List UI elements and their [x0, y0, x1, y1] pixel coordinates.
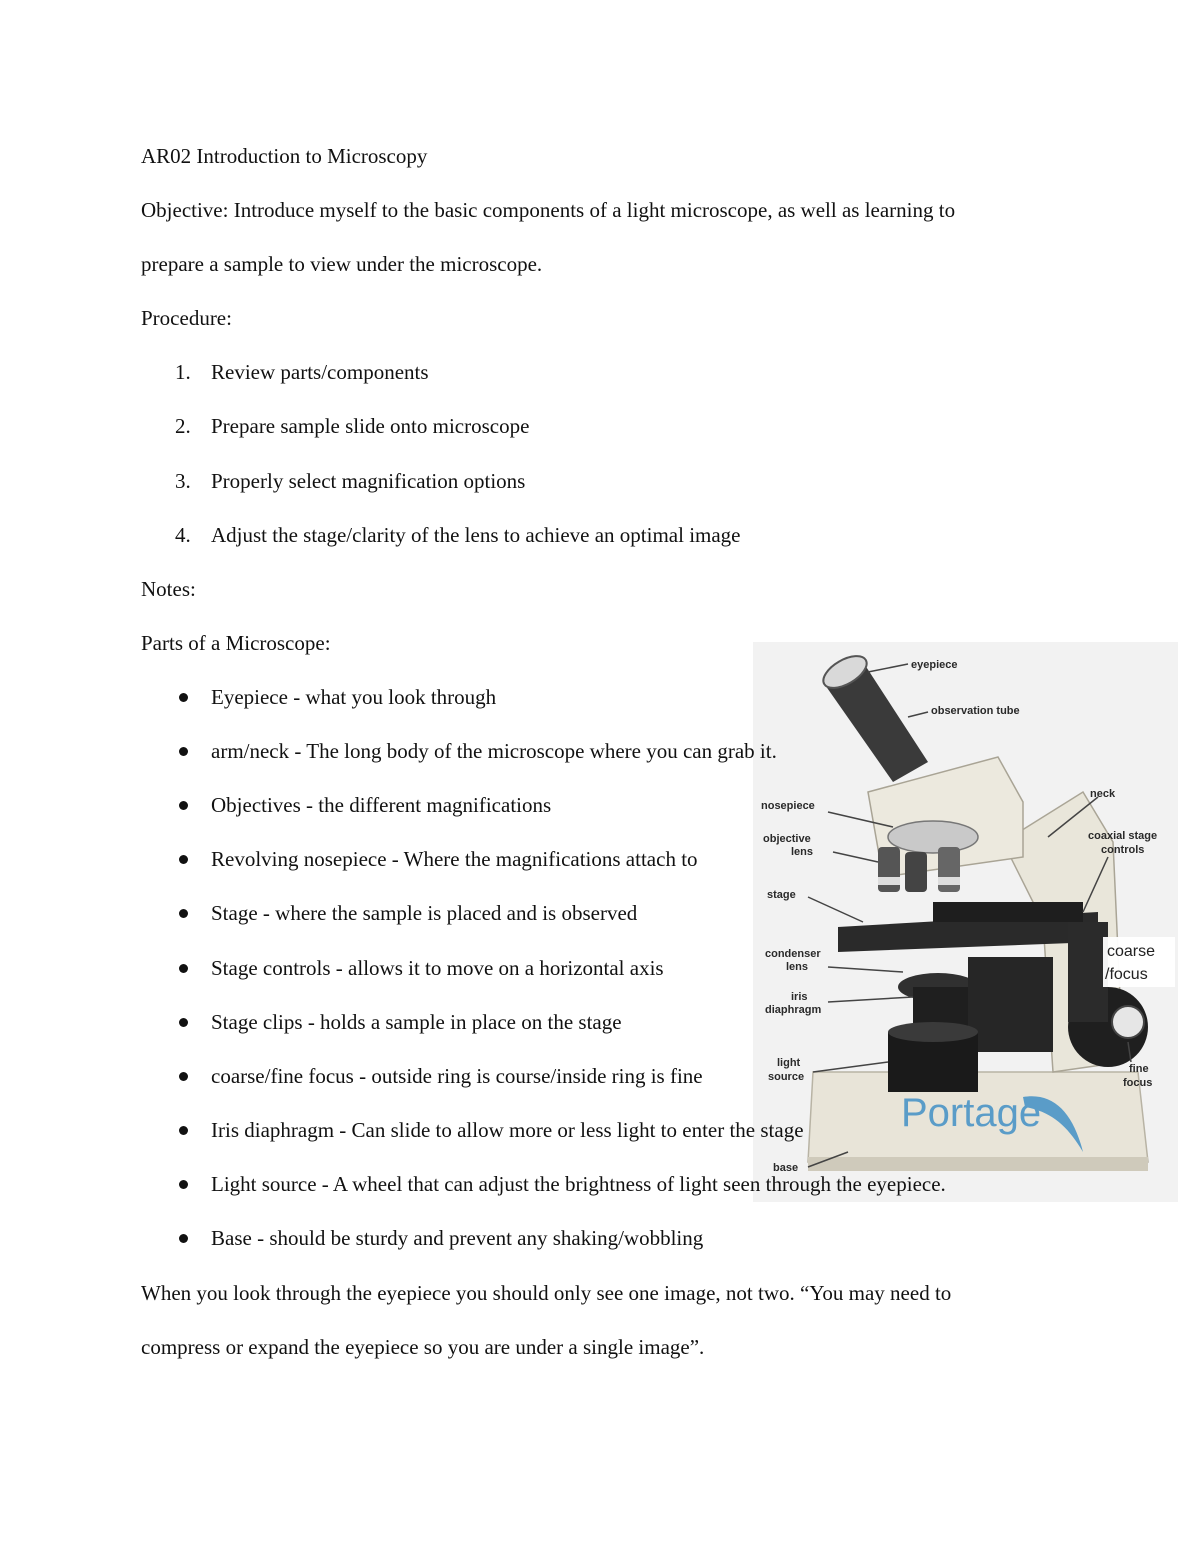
part-text: Eyepiece - what you look through: [211, 685, 497, 709]
bullet-icon: [179, 1180, 188, 1189]
label-nosepiece: nosepiece: [761, 800, 815, 812]
label-controls: controls: [1101, 844, 1145, 856]
bullet-icon: [179, 909, 188, 918]
step-number: 3.: [175, 469, 191, 493]
page-title: AR02 Introduction to Microscopy: [141, 144, 428, 168]
portage-logo: Portage: [901, 1091, 1042, 1135]
step-text: Properly select magnification options: [211, 469, 526, 493]
part-text: Base - should be sturdy and prevent any shaking/wobbling: [211, 1226, 704, 1250]
step-text: Review parts/components: [211, 360, 429, 384]
label-objective-lens: lens: [791, 846, 814, 858]
label-condenser-lens: lens: [786, 961, 809, 973]
bullet-icon: [179, 1234, 188, 1243]
closing-line-2: compress or expand the eyepiece so you are under a single image”.: [141, 1335, 705, 1359]
microscope-figure: [753, 642, 1178, 1202]
label-iris: iris: [791, 991, 808, 1003]
label-eyepiece: eyepiece: [911, 659, 958, 671]
label-coaxial-stage: coaxial stage: [1088, 830, 1158, 842]
parts-heading: Parts of a Microscope:: [141, 631, 331, 655]
bullet-icon: [179, 1018, 188, 1027]
bullet-icon: [179, 747, 188, 756]
label-diaphragm: diaphragm: [765, 1004, 822, 1016]
bullet-icon: [179, 1126, 188, 1135]
part-text: Stage clips - holds a sample in place on the stage: [211, 1010, 622, 1034]
microscope-illustration: [753, 642, 1178, 1202]
part-text: Stage - where the sample is placed and is observed: [211, 901, 638, 925]
objective-line-1: Objective: Introduce myself to the basic components of a light microscope, as well as learning to: [141, 198, 956, 222]
closing-line-1: When you look through the eyepiece you should only see one image, not two. “You may need to: [141, 1281, 952, 1305]
step-number: 1.: [175, 360, 191, 384]
label-objective: objective: [763, 833, 811, 845]
label-fine-focus: focus: [1123, 1077, 1153, 1089]
notes-heading: Notes:: [141, 577, 196, 601]
label-light: light: [777, 1057, 801, 1069]
part-text: Objectives - the different magnifications: [211, 793, 552, 817]
bullet-icon: [179, 801, 188, 810]
label-stage: stage: [767, 889, 796, 901]
part-text: Iris diaphragm - Can slide to allow more or less light to enter the stage: [211, 1118, 804, 1142]
part-text: Light source - A wheel that can adjust the brightness of light seen through the eyepiece.: [211, 1172, 946, 1196]
label-condenser: condenser: [765, 948, 821, 960]
bullet-icon: [179, 693, 188, 702]
label-coarse: coarse: [1107, 943, 1156, 960]
step-number: 2.: [175, 414, 191, 438]
objective-line-2: prepare a sample to view under the microscope.: [141, 252, 543, 276]
procedure-heading: Procedure:: [141, 306, 232, 330]
step-number: 4.: [175, 523, 191, 547]
bullet-icon: [179, 1072, 188, 1081]
part-text: arm/neck - The long body of the microscope where you can grab it.: [211, 739, 777, 763]
label-neck: neck: [1090, 788, 1116, 800]
label-focus: /focus: [1105, 966, 1148, 983]
bullet-icon: [179, 855, 188, 864]
label-base: base: [773, 1162, 799, 1174]
label-observation-tube: observation tube: [931, 705, 1020, 717]
label-fine: fine: [1129, 1063, 1149, 1075]
bullet-icon: [179, 964, 188, 973]
step-text: Prepare sample slide onto microscope: [211, 414, 530, 438]
part-text: Revolving nosepiece - Where the magnifications attach to: [211, 847, 698, 871]
part-text: coarse/fine focus - outside ring is course/inside ring is fine: [211, 1064, 703, 1088]
label-source: source: [768, 1071, 805, 1083]
step-text: Adjust the stage/clarity of the lens to achieve an optimal image: [211, 523, 741, 547]
part-text: Stage controls - allows it to move on a horizontal axis: [211, 956, 664, 980]
